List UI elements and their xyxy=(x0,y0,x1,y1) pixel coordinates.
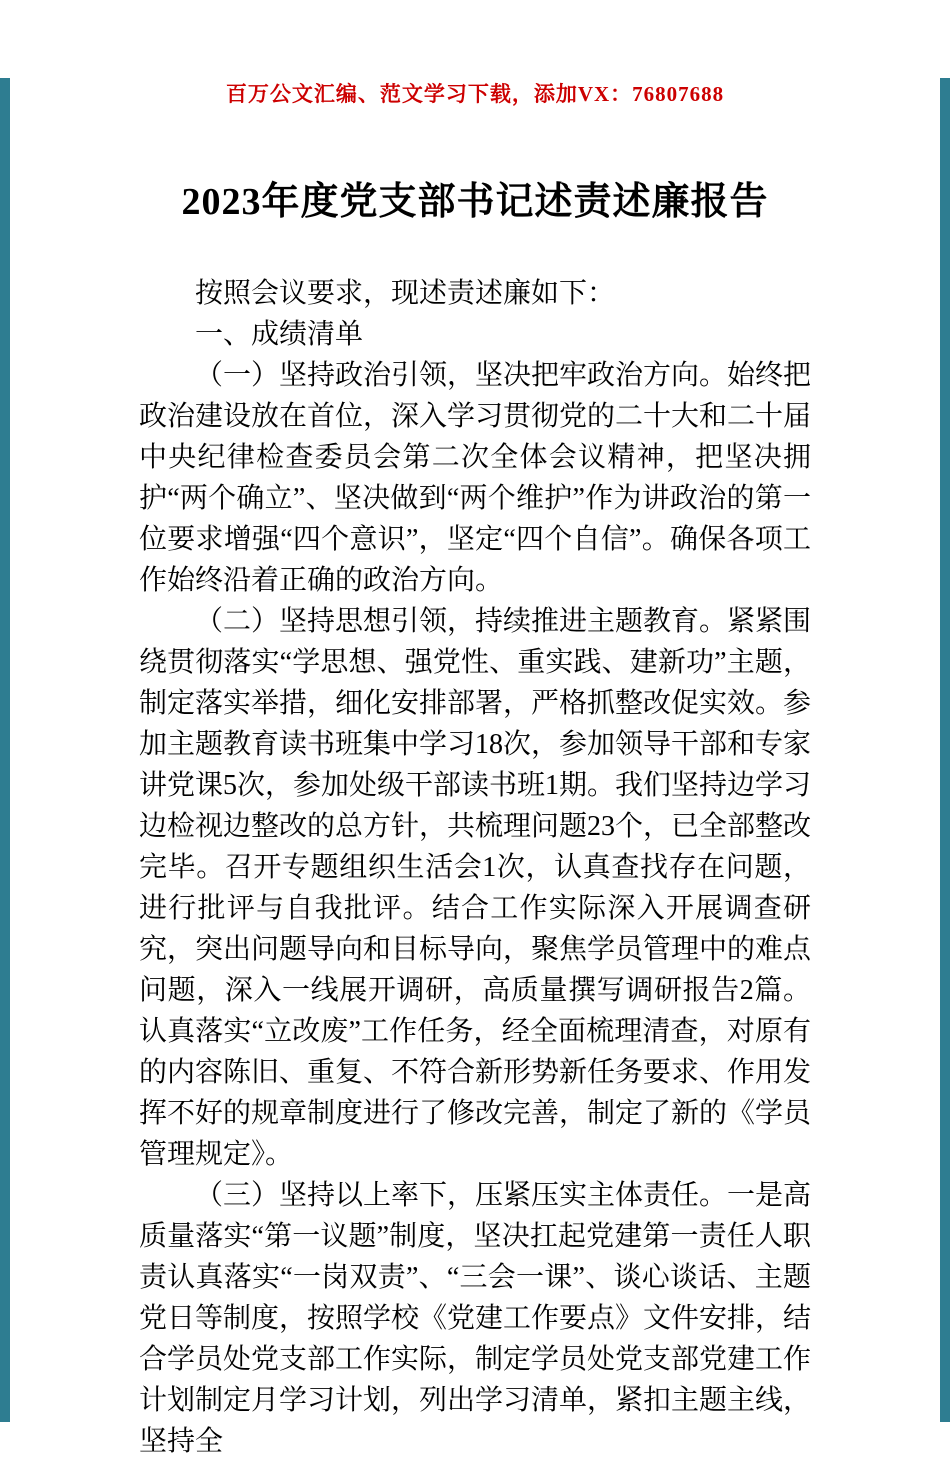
paragraph-item-2: （二）坚持思想引领，持续推进主题教育。紧紧围绕贯彻落实“学思想、强党性、重实践、建新功”主题，制定落实举措，细化安排部署，严格抓整改促实效。参加主题教育读书班集中学习18次，参加领导干部和专家讲党课5次，参加处级干部读书班1期。我们坚持边学习边检视边整改的总方针，共梳理问题23个，已全部整改完毕。召开专题组织生活会1次，认真查找存在问题，进行批评与自我批评。结合工作实际深入开展调查研究，突出问题导向和目标导向，聚焦学员管理中的难点问题，深入一线展开调研，高质量撰写调研报告2篇。认真落实“立改废”工作任务，经全面梳理清查，对原有的内容陈旧、重复、不符合新形势新任务要求、作用发挥不好的规章制度进行了修改完善，制定了新的《学员管理规定》。 xyxy=(139,606,812,1170)
paragraph-item-3: （三）坚持以上率下，压紧压实主体责任。一是高质量落实“第一议题”制度，坚决扛起党建第一责任人职责认真落实“一岗双责”、“三会一课”、谈心谈话、主题党日等制度，按照学校《党建工作要点》文件安排，结合学员处党支部工作实际，制定学员处党支部党建工作计划制定月学习计划，列出学习清单，紧扣主题主线，坚持全 xyxy=(139,1180,812,1457)
left-edge-strip xyxy=(0,78,10,1422)
document-title: 2023年度党支部书记述责述廉报告 xyxy=(181,181,769,223)
right-edge-strip xyxy=(940,78,950,1422)
paragraph-heading-1: 一、成绩清单 xyxy=(195,319,364,350)
document-page xyxy=(0,78,950,1462)
watermark-notice: 百万公文汇编、范文学习下载，添加VX：76807688 xyxy=(225,82,725,106)
document-body xyxy=(139,273,811,1462)
paragraph-item-1: （一）坚持政治引领，坚决把牢政治方向。始终把政治建设放在首位，深入学习贯彻党的二十大和二十届中央纪律检查委员会第二次全体会议精神，把坚决拥护“两个确立”、坚决做到“两个维护”作为讲政治的第一位要求增强“四个意识”，坚定“四个自信”。确保各项工作始终沿着正确的政治方向。 xyxy=(139,360,812,596)
paragraph-intro: 按照会议要求，现述责述廉如下： xyxy=(195,278,616,309)
